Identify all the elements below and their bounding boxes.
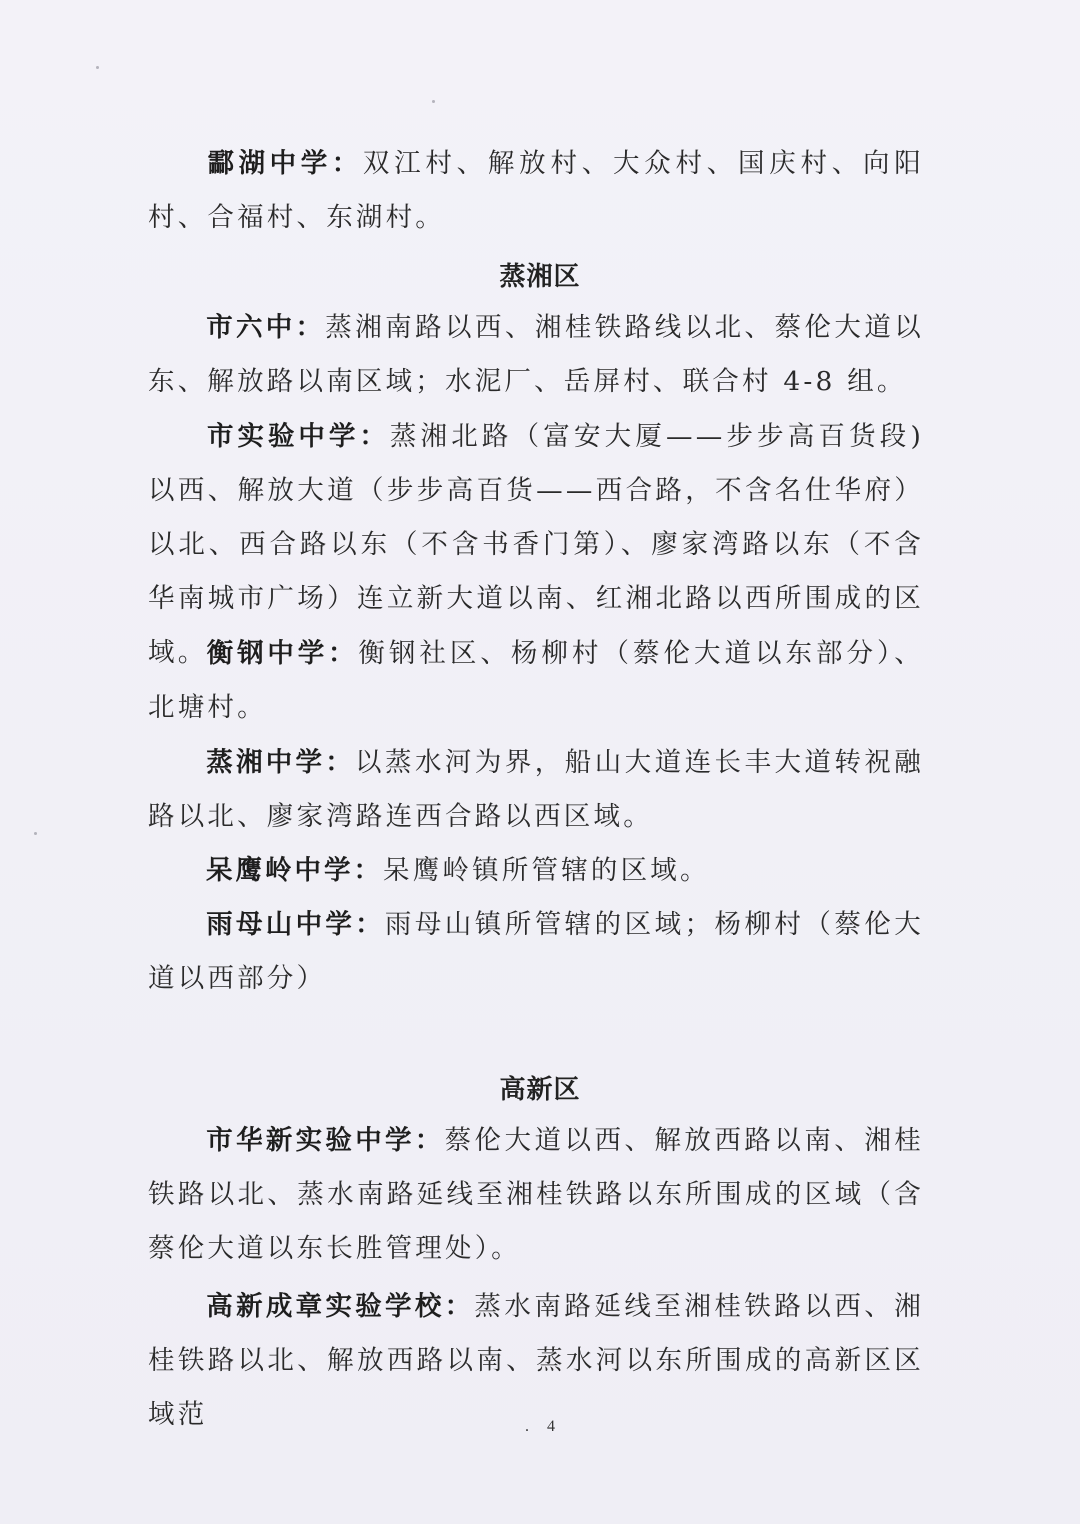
school-name: 高新成章实验学校： bbox=[206, 1291, 475, 1322]
district-text: 蒸湘南路以西、湘桂铁路线以北、蔡伦大道以东、解放路以南区域；水泥厂、岳屏村、联合村 4-8 组。 bbox=[148, 312, 924, 397]
district-text: 蔡伦大道以西、解放西路以南、湘桂铁路以北、蒸水南路延线至湘桂铁路以东所围成的区域（含蔡伦大道以东长胜管理处）。 bbox=[148, 1125, 925, 1264]
paragraph-city-no6-school bbox=[148, 301, 924, 409]
paragraph-yumushan-school bbox=[148, 898, 924, 1006]
district-text: 衡钢社区、杨柳村（蔡伦大道以东部分）、北塘村。 bbox=[148, 638, 924, 723]
school-name: 市华新实验中学： bbox=[206, 1125, 445, 1156]
paragraph-huaxin-experimental-school bbox=[148, 1114, 924, 1276]
school-name: 蒸湘中学： bbox=[206, 747, 356, 778]
district-text: 双江村、解放村、大众村、国庆村、向阳村、合福村、东湖村。 bbox=[148, 148, 925, 233]
district-text: 以蒸水河为界，船山大道连长丰大道转祝融路以北、廖家湾路连西合路以西区域。 bbox=[148, 747, 924, 832]
scan-speck bbox=[96, 66, 99, 69]
section-heading-gaoxin: 高新区 bbox=[499, 1075, 581, 1105]
paragraph-linghu-school bbox=[148, 137, 924, 245]
school-name: 衡钢中学： bbox=[206, 638, 359, 669]
district-text: 蒸湘北路（富安大厦——步步高百货段)以西、解放大道（步步高百货——西合路，不含名仕华府）以北、西合路以东（不含书香门第）、廖家湾路以东（不含华南城市广场）连立新大道以南、红湘北路以西所围成的区域。 bbox=[148, 421, 924, 668]
paragraph-henggang-school bbox=[148, 627, 924, 735]
section-heading-zhengxiang: 蒸湘区 bbox=[499, 262, 581, 292]
scan-speck bbox=[34, 832, 37, 835]
district-text: 呆鹰岭镇所管辖的区域。 bbox=[383, 855, 710, 886]
school-name: 雨母山中学： bbox=[206, 909, 385, 940]
school-name: 市实验中学： bbox=[206, 421, 390, 452]
district-text: 蒸水南路延线至湘桂铁路以西、湘桂铁路以北、解放西路以南、蒸水河以东所围成的高新区区域范 bbox=[148, 1291, 925, 1430]
school-name: 市六中： bbox=[206, 312, 326, 343]
district-text: 雨母山镇所管辖的区域；杨柳村（蔡伦大道以西部分） bbox=[148, 909, 925, 994]
paragraph-daiyingling-school bbox=[148, 844, 924, 898]
page-number: . 4 bbox=[525, 1418, 555, 1435]
school-name: 酃湖中学： bbox=[206, 148, 363, 179]
page-number-value: 4 bbox=[547, 1418, 555, 1435]
school-name: 呆鹰岭中学： bbox=[206, 855, 383, 886]
paragraph-zhengxiang-school bbox=[148, 736, 924, 844]
scan-speck bbox=[432, 100, 435, 103]
